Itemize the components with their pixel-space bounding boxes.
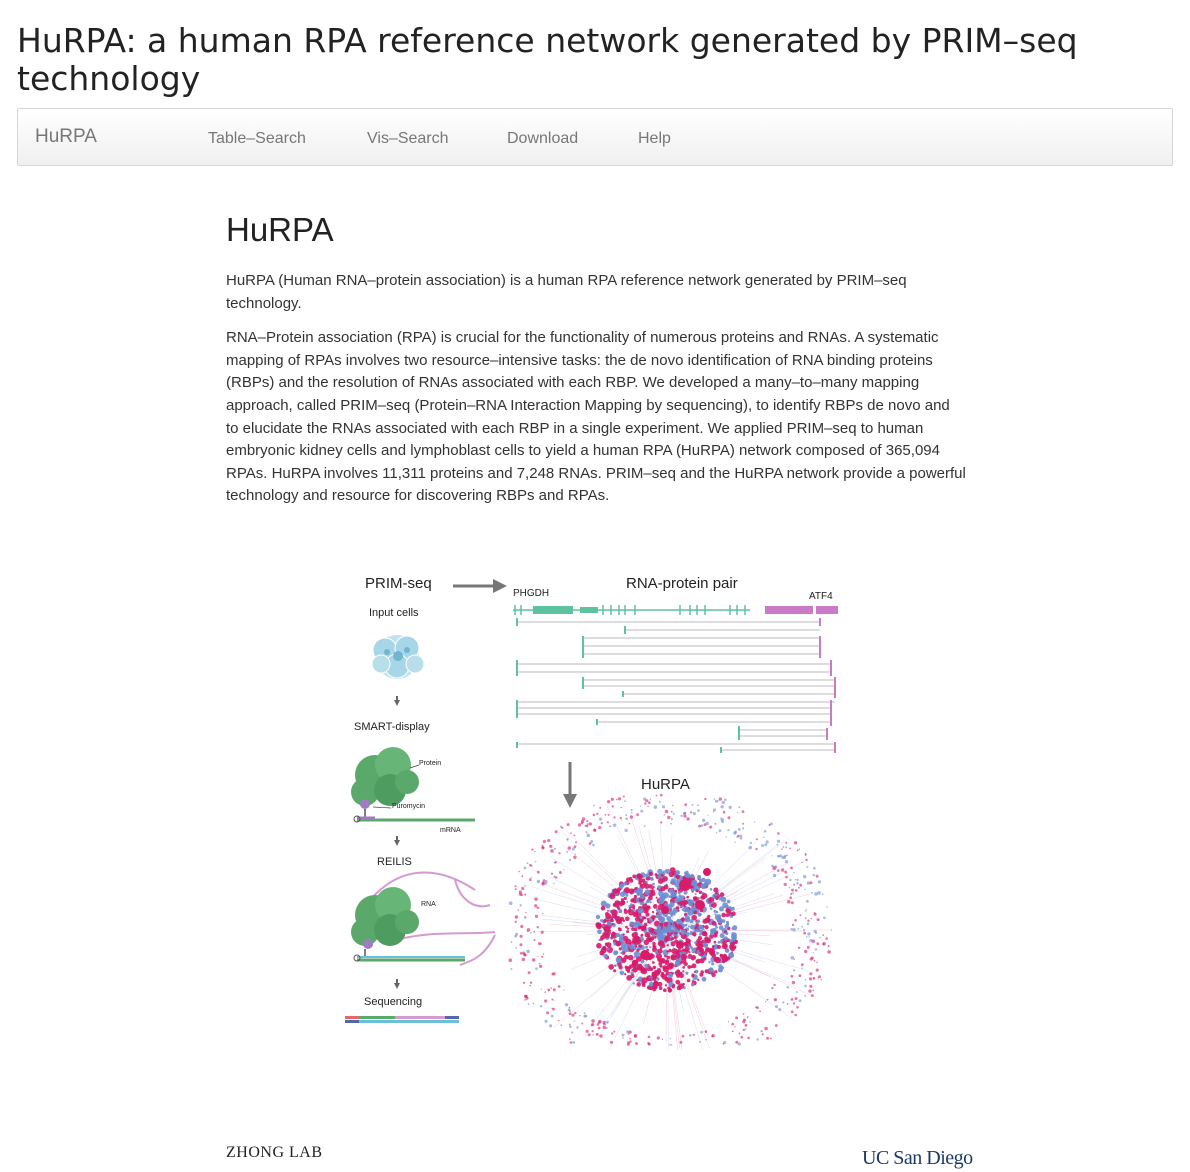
protein-icon (351, 747, 419, 806)
atf4-gene-track (765, 606, 838, 614)
rna-protein-pair-title: RNA-protein pair (626, 575, 738, 592)
navbar-brand[interactable]: HuRPA (35, 126, 97, 147)
sequencing-label: Sequencing (364, 996, 423, 1008)
page-title: HuRPA: a human RPA reference network generated by PRIM–seq technology (17, 21, 1078, 98)
rna-label: RNA (421, 901, 436, 908)
description-paragraph: RNA–Protein association (RPA) is crucial for the functionality of numerous proteins and RNAs. A systematic mapping of RPAs involves two resource–intensive tasks: the de novo identification of RNA binding proteins (RBPs) and the resolution of RNAs associated with each RBP. We developed a many–to–many mapping approach, called PRIM–seq (Protein–RNA Interaction Mapping by sequencing), to identify RBPs de novo and to elucidate the RNAs associated with each RBP in a single experiment. We applied PRIM–seq to human embryonic kidney cells and lymphoblast cells to yield a human RPA (HuRPA) network composed of 365,094 RPAs. HuRPA involves 11,311 proteins and 7,248 RNAs. PRIM–seq and the HuRPA network provide a powerful technology and resource for discovering RBPs and RPAs. (226, 329, 966, 505)
nav-link-table-search[interactable]: Table–Search (208, 130, 306, 147)
uc-san-diego-logo[interactable]: UC San Diego (862, 1147, 973, 1169)
zhong-lab-logo[interactable]: ZHONG LAB (226, 1144, 323, 1161)
sequencing-reads (345, 1016, 459, 1023)
protein-label: Protein (419, 760, 442, 767)
puromycin-icon (360, 799, 370, 809)
network-title: HuRPA (641, 776, 690, 793)
puromycin-label: Puromycin (392, 803, 426, 810)
down-arrow-icon (563, 794, 577, 808)
hurpa-network (509, 794, 833, 1050)
atf4-label: ATF4 (809, 591, 833, 602)
input-cells-label: Input cells (369, 607, 419, 619)
mrna-label: mRNA (440, 827, 461, 834)
intro-paragraph: HuRPA (Human RNA–protein association) is a human RPA reference network generated by PRIM–seq technology. (226, 272, 907, 312)
nav-link-download[interactable]: Download (507, 130, 579, 147)
nav-link-vis-search[interactable]: Vis–Search (367, 130, 449, 147)
navbar (17, 108, 1173, 166)
prim-seq-label: PRIM-seq (365, 575, 432, 592)
phgdh-label: PHGDH (513, 588, 550, 599)
phgdh-gene-track (513, 605, 750, 615)
main-content (226, 206, 966, 520)
input-cells-icon (372, 635, 424, 679)
smart-display-label: SMART-display (354, 721, 430, 733)
prim-seq-figure (335, 560, 855, 1050)
section-heading: HuRPA (226, 211, 334, 248)
right-arrow-icon (493, 579, 507, 593)
nav-link-help[interactable]: Help (638, 130, 671, 147)
reilis-label: REILIS (377, 856, 412, 868)
read-pair-lines (517, 622, 835, 750)
